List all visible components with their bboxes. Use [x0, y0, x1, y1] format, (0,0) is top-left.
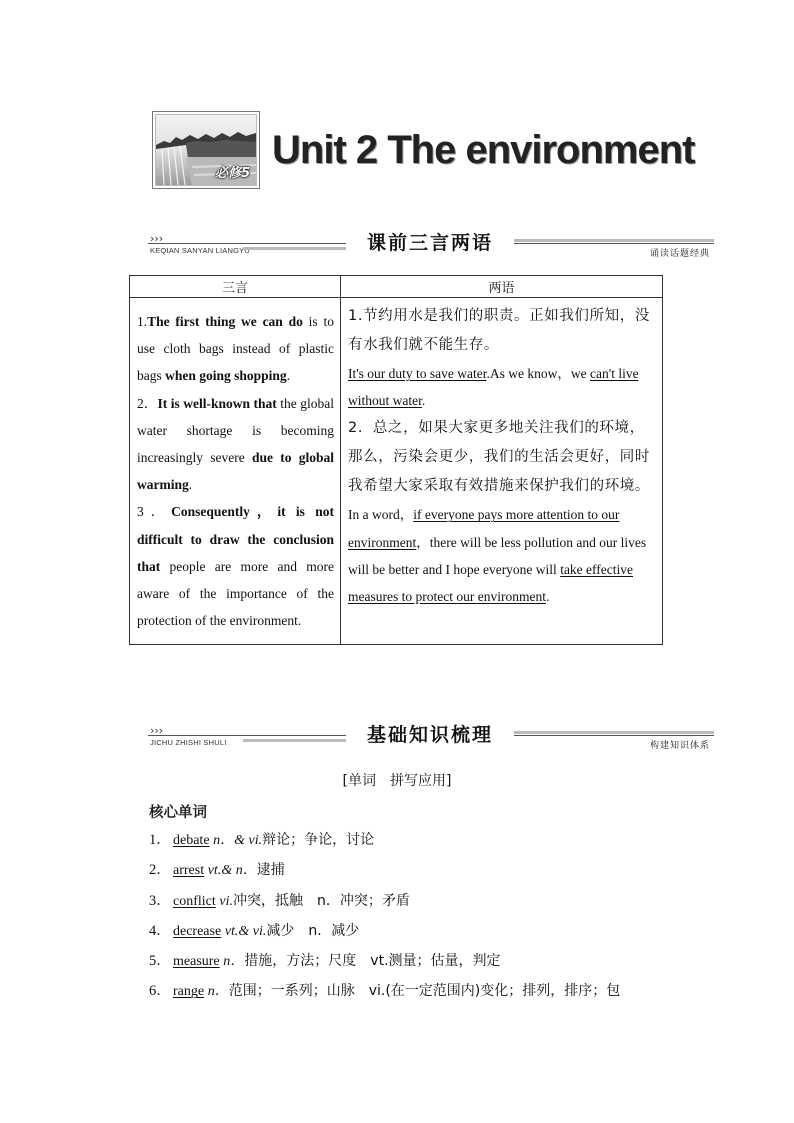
liangyu-cell	[341, 298, 663, 645]
item-number: 5．	[149, 953, 171, 970]
divider	[148, 735, 346, 736]
sanyan-cell	[130, 298, 341, 645]
key-phrase: Consequently，it is not difficult to draw the conclusion that	[137, 504, 334, 574]
waterfall-image	[155, 114, 257, 186]
section-tag: 构建知识体系	[649, 741, 710, 751]
word-meaning: 冲突，抵触 n．冲突；矛盾	[233, 892, 410, 909]
section-tag: 诵读话题经典	[649, 249, 710, 259]
part-of-speech: vt.& n．	[207, 863, 257, 879]
sentence-text: the global water shortage is becoming increasingly severe	[137, 395, 334, 466]
core-words-heading: 核心单词	[149, 805, 207, 821]
key-phrase: when going shopping	[165, 368, 287, 384]
list-item	[149, 919, 689, 949]
vocab-word: measure	[173, 954, 220, 970]
sentence-text: people are more and more aware of the importance of the protection of the environment.	[137, 558, 334, 629]
list-item	[149, 979, 689, 1009]
chinese-sentence: 2．总之，如果大家更多地关注我们的环境，那么，污染会更少，我们的生活会更好，同时我希望大家采取有效措施来保护我们的环境。	[348, 420, 650, 495]
part-of-speech: vt.& vi.	[224, 923, 267, 939]
divider	[514, 731, 714, 734]
book-badge: 必修5	[214, 166, 250, 181]
vocab-word: decrease	[173, 923, 222, 939]
divider	[243, 739, 346, 742]
word-meaning: 范围；一系列；山脉 vi.(在一定范围内)变化；排列，排序；包	[228, 983, 621, 1000]
divider	[243, 247, 346, 250]
chevrons-icon: ›››	[150, 232, 164, 245]
liangyu-text	[341, 298, 662, 618]
item-number: 4．	[149, 922, 171, 939]
part-of-speech: n．	[223, 954, 245, 970]
list-item	[149, 949, 689, 979]
item-number: 1．	[149, 832, 171, 848]
part-of-speech: n．& vi.	[213, 833, 263, 848]
phrases-table	[129, 275, 663, 645]
part-of-speech: n．	[207, 984, 229, 1000]
list-item	[149, 828, 689, 858]
item-number: 6．	[149, 983, 171, 1000]
word-meaning: 措施，方法；尺度 vt.测量；估量，判定	[244, 953, 501, 970]
sentence-text: is to use cloth bags instead of plastic bags	[137, 314, 334, 384]
key-phrase: It is well-known that	[157, 395, 277, 411]
divider	[514, 735, 714, 736]
cover-thumbnail	[152, 111, 260, 189]
chinese-sentence: 1.节约用水是我们的职责。正如我们所知，没有水我们就不能生存。	[348, 308, 650, 353]
chevrons-icon: ›››	[150, 724, 164, 737]
sentence-text: .	[188, 477, 193, 493]
word-list	[149, 828, 689, 1010]
section-header-basics	[148, 720, 714, 750]
sentence-text: .	[286, 368, 291, 384]
section-title: 基础知识梳理	[366, 724, 493, 746]
part-of-speech: vi.	[219, 893, 233, 909]
divider	[148, 243, 346, 244]
sanyan-text	[130, 298, 340, 644]
sentence-text: .	[421, 393, 426, 409]
answer-blank: can't live without water	[348, 366, 639, 409]
section-pinyin: JICHU ZHISHI SHULI	[150, 738, 227, 747]
vocab-word: range	[173, 984, 205, 1000]
item-number: 2．	[137, 395, 158, 411]
list-item	[149, 889, 689, 919]
column-header-sanyan: 三言	[130, 276, 341, 298]
sentence-text: ，there will be less pollution and our lives will be better and I hope everyone will	[348, 534, 647, 577]
section-title: 课前三言两语	[366, 232, 493, 254]
answer-blank: It's our duty to save water	[348, 366, 487, 381]
unit-title: Unit 2 The environment	[272, 128, 695, 172]
list-item	[149, 858, 689, 888]
answer-blank: take effective measures to protect our environment	[348, 561, 634, 605]
divider	[514, 239, 714, 242]
sentence-text: In a word，	[348, 507, 414, 523]
vocab-word: debate	[173, 833, 210, 848]
divider	[514, 243, 714, 244]
vocab-word: conflict	[173, 893, 216, 909]
key-phrase: due to global warming	[137, 450, 334, 493]
vocab-word: arrest	[173, 863, 205, 879]
subheading: [单词 拼写应用]	[342, 773, 452, 789]
item-number: 3．	[149, 892, 171, 909]
section-header-preview	[148, 228, 714, 258]
word-meaning: 辩论；争论，讨论	[262, 832, 375, 848]
item-number: 1.	[137, 314, 148, 329]
item-number: 3．	[137, 504, 172, 520]
word-meaning: 减少 n．减少	[266, 922, 360, 939]
key-phrase: The first thing we can do	[147, 314, 303, 329]
section-pinyin: KEQIAN SANYAN LIANGYU	[150, 246, 250, 255]
sentence-text: .As we know，we	[486, 366, 591, 381]
answer-blank: if everyone pays more attention to our environment	[348, 507, 620, 550]
item-number: 2．	[149, 862, 171, 879]
word-meaning: 逮捕	[256, 862, 285, 879]
column-header-liangyu: 两语	[341, 276, 663, 298]
sentence-text: .	[545, 589, 550, 605]
